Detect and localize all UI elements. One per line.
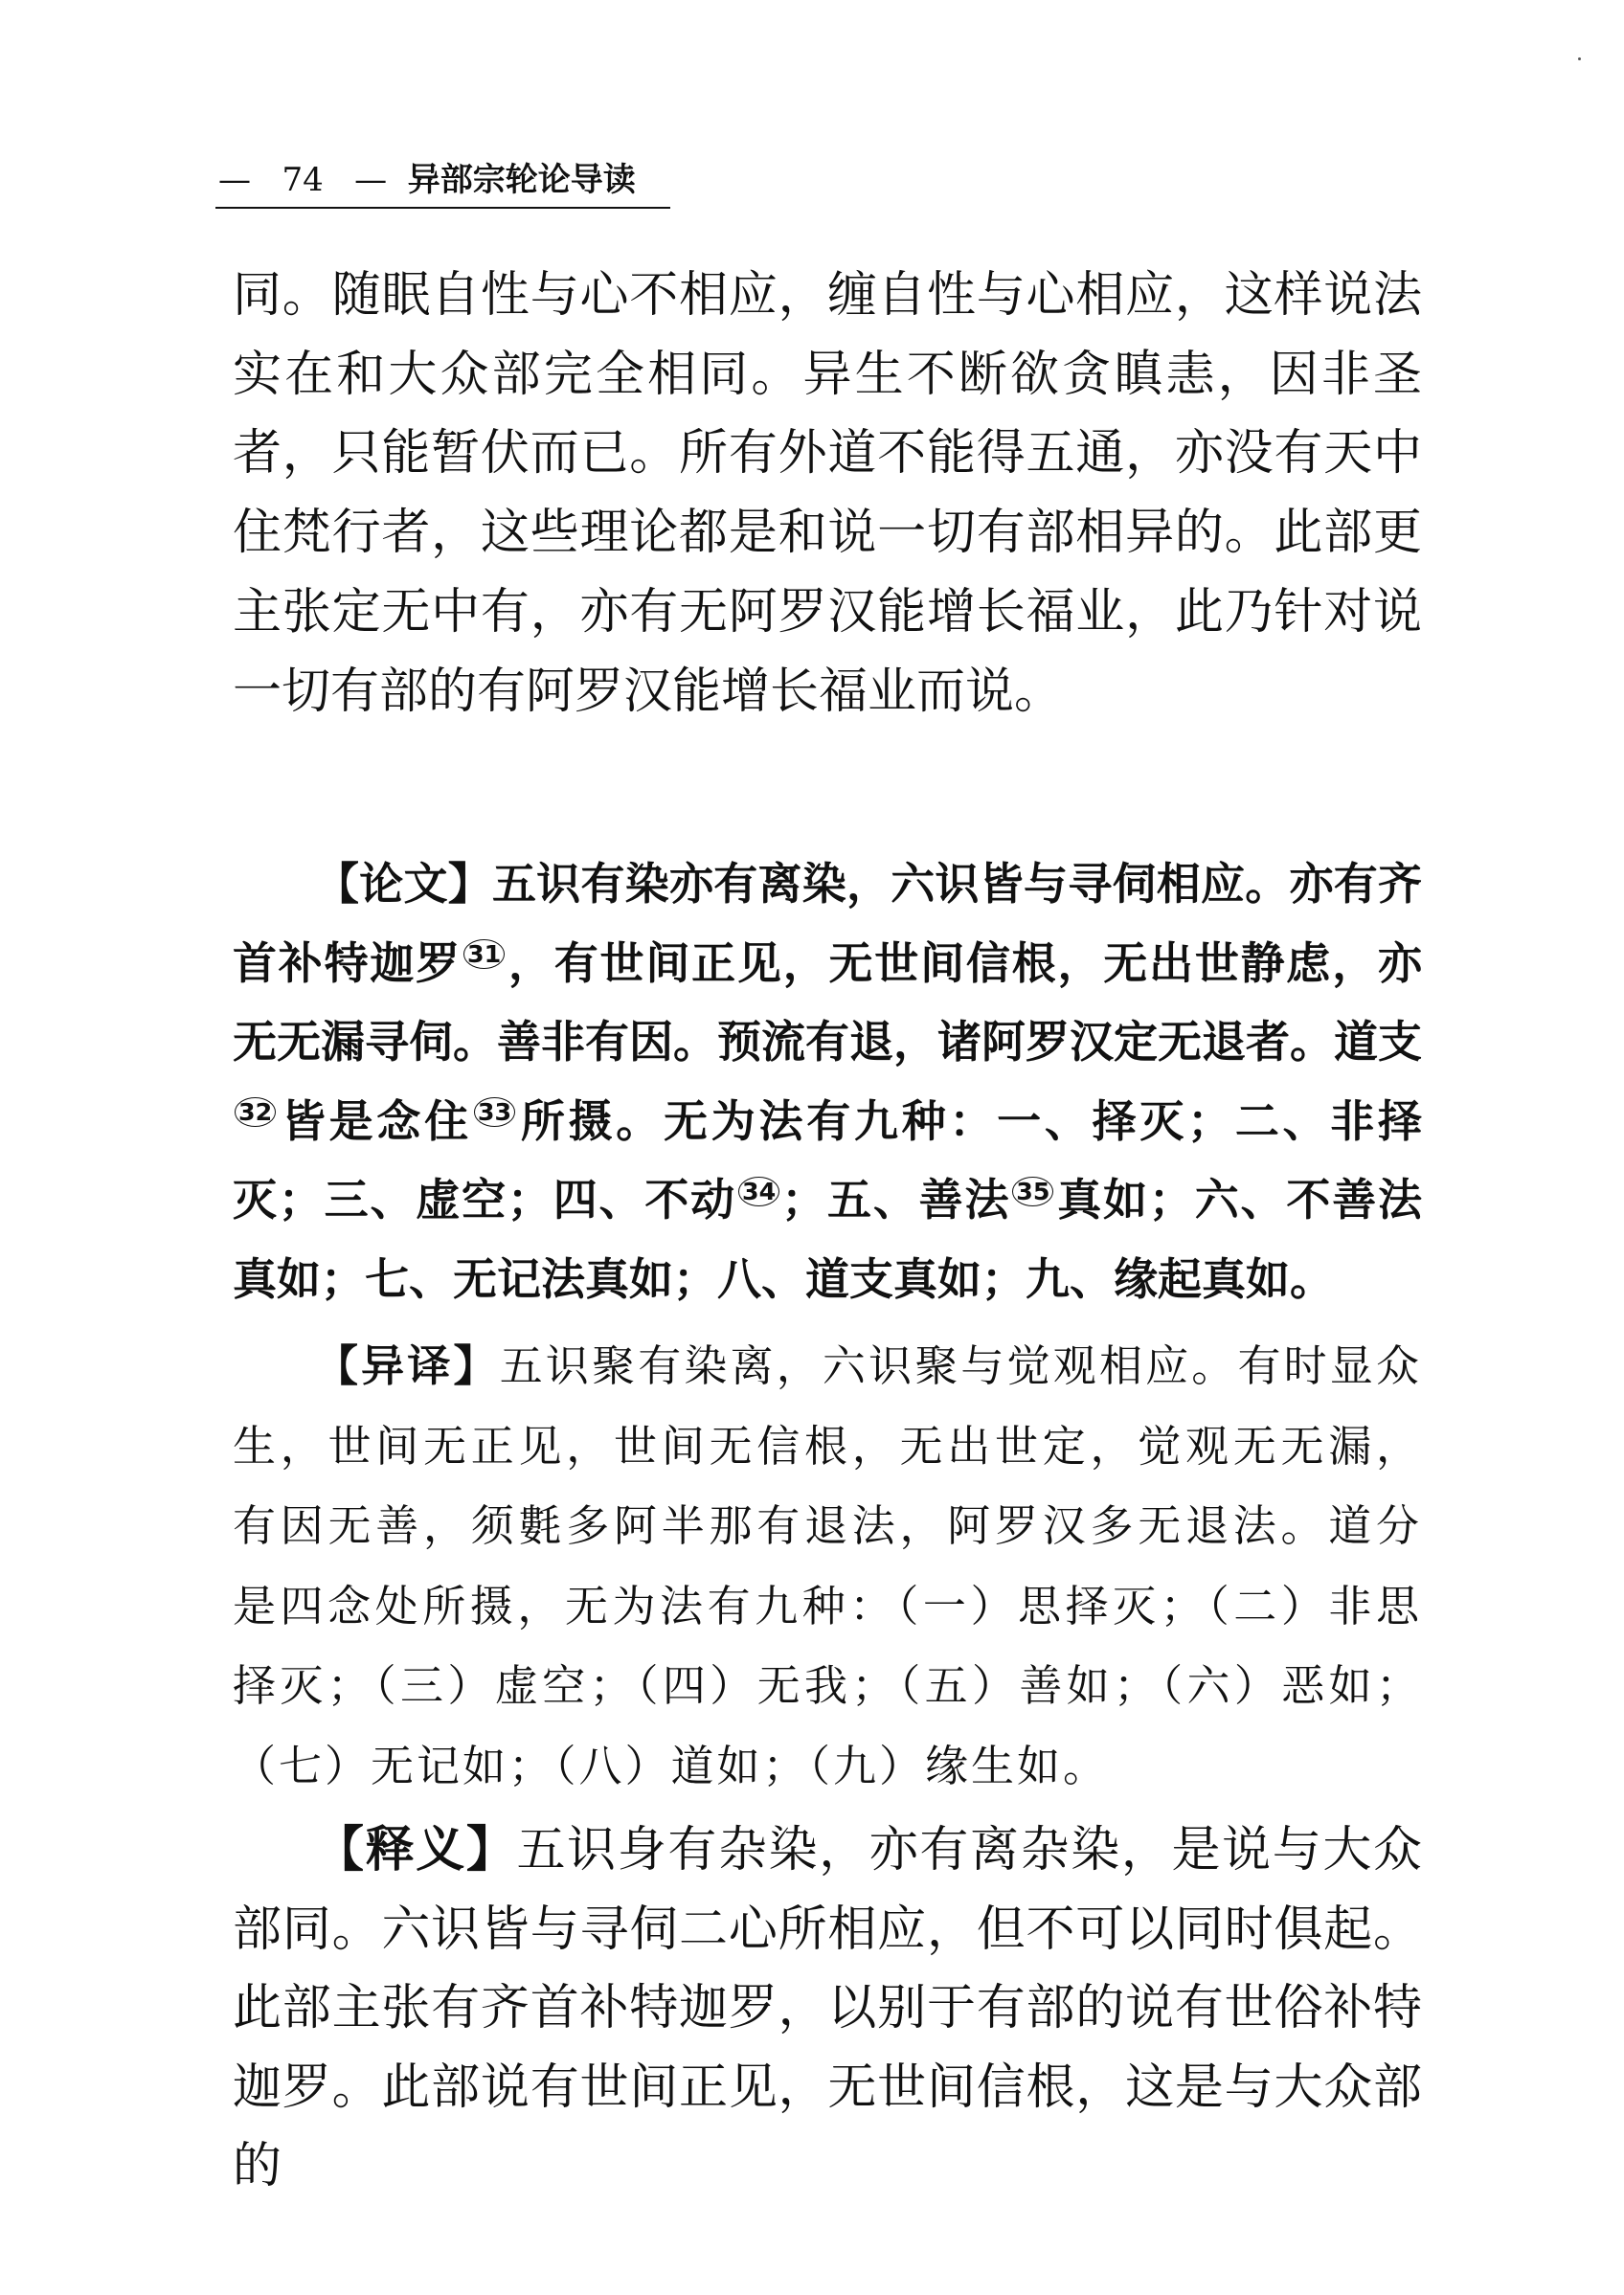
lunwen-section bbox=[233, 844, 1422, 1318]
lunwen-label: 【论文】 bbox=[315, 858, 492, 910]
header-dash-left: — bbox=[218, 161, 251, 199]
footnote-marker: 33 bbox=[474, 1097, 515, 1127]
scan-speck bbox=[1578, 57, 1581, 60]
yiyi-section bbox=[233, 1326, 1422, 1807]
lunwen-text-3: 皆是念住 bbox=[278, 1094, 472, 1147]
shiyi-label: 【释义】 bbox=[315, 1821, 517, 1879]
lunwen-text-4: 所摄。无为法有九种：一、择灭；二、非择灭；三、虚空；四、不动 bbox=[233, 1094, 1423, 1226]
header-dash-right: — bbox=[354, 161, 388, 199]
yiyi-text: 五识聚有染离，六识聚与觉观相应。有时显众生，世间无正见，世间无信根，无出世定，觉观无无漏，有因无善，须氀多阿半那有退法，阿罗汉多无退法。道分是四念处所摄，无为法有九种：（一）思择灭；（二）非思择灭；（三）虚空；（四）无我；（五）善如；（六）恶如；（七）无记如；（八）道如；（九）缘生如。 bbox=[233, 1340, 1422, 1791]
lunwen-text-5: ；五、善法 bbox=[781, 1174, 1011, 1226]
continuation-paragraph: 同。随眠自性与心不相应，缠自性与心相应，这样说法实在和大众部完全相同。异生不断欲贪瞋恚，因非圣者，只能暂伏而已。所有外道不能得五通，亦没有天中住梵行者，这些理论都是和说一切有部相异的。此部更主张定无中有，亦有无阿罗汉能增长福业，此乃针对说一切有部的有阿罗汉能增长福业而说。 bbox=[233, 267, 1422, 720]
shiyi-text: 五识身有杂染，亦有离杂染，是说与大众部同。六识皆与寻伺二心所相应，但不可以同时俱起。此部主张有齐首补特迦罗，以别于有部的说有世俗补特迦罗。此部说有世间正见，无世间信根，这是与大众部的 bbox=[233, 1822, 1422, 2194]
running-header bbox=[218, 161, 636, 199]
yiyi-label: 【异译】 bbox=[315, 1340, 500, 1391]
footnote-marker: 34 bbox=[738, 1177, 779, 1206]
book-title: 异部宗轮论导读 bbox=[407, 161, 636, 199]
footnote-marker: 35 bbox=[1012, 1177, 1053, 1206]
lunwen-text-1: 五识有染亦有离染，六识皆与寻伺相应。亦有齐首补特迦罗 bbox=[233, 858, 1422, 989]
footnote-marker: 31 bbox=[463, 939, 505, 969]
lunwen-text-2: ，有世间正见，无世间信根，无出世静虑，亦无无漏寻伺。善非有因。预流有退，诸阿罗汉定无退者。道支 bbox=[233, 936, 1423, 1068]
page-number: 74 bbox=[282, 161, 324, 199]
lunwen-text-6: 真如；六、不善法真如；七、无记法真如；八、道支真如；九、缘起真如。 bbox=[233, 1174, 1423, 1305]
shiyi-section bbox=[233, 1811, 1422, 2207]
footnote-marker: 32 bbox=[235, 1097, 276, 1127]
header-rule bbox=[215, 207, 670, 209]
